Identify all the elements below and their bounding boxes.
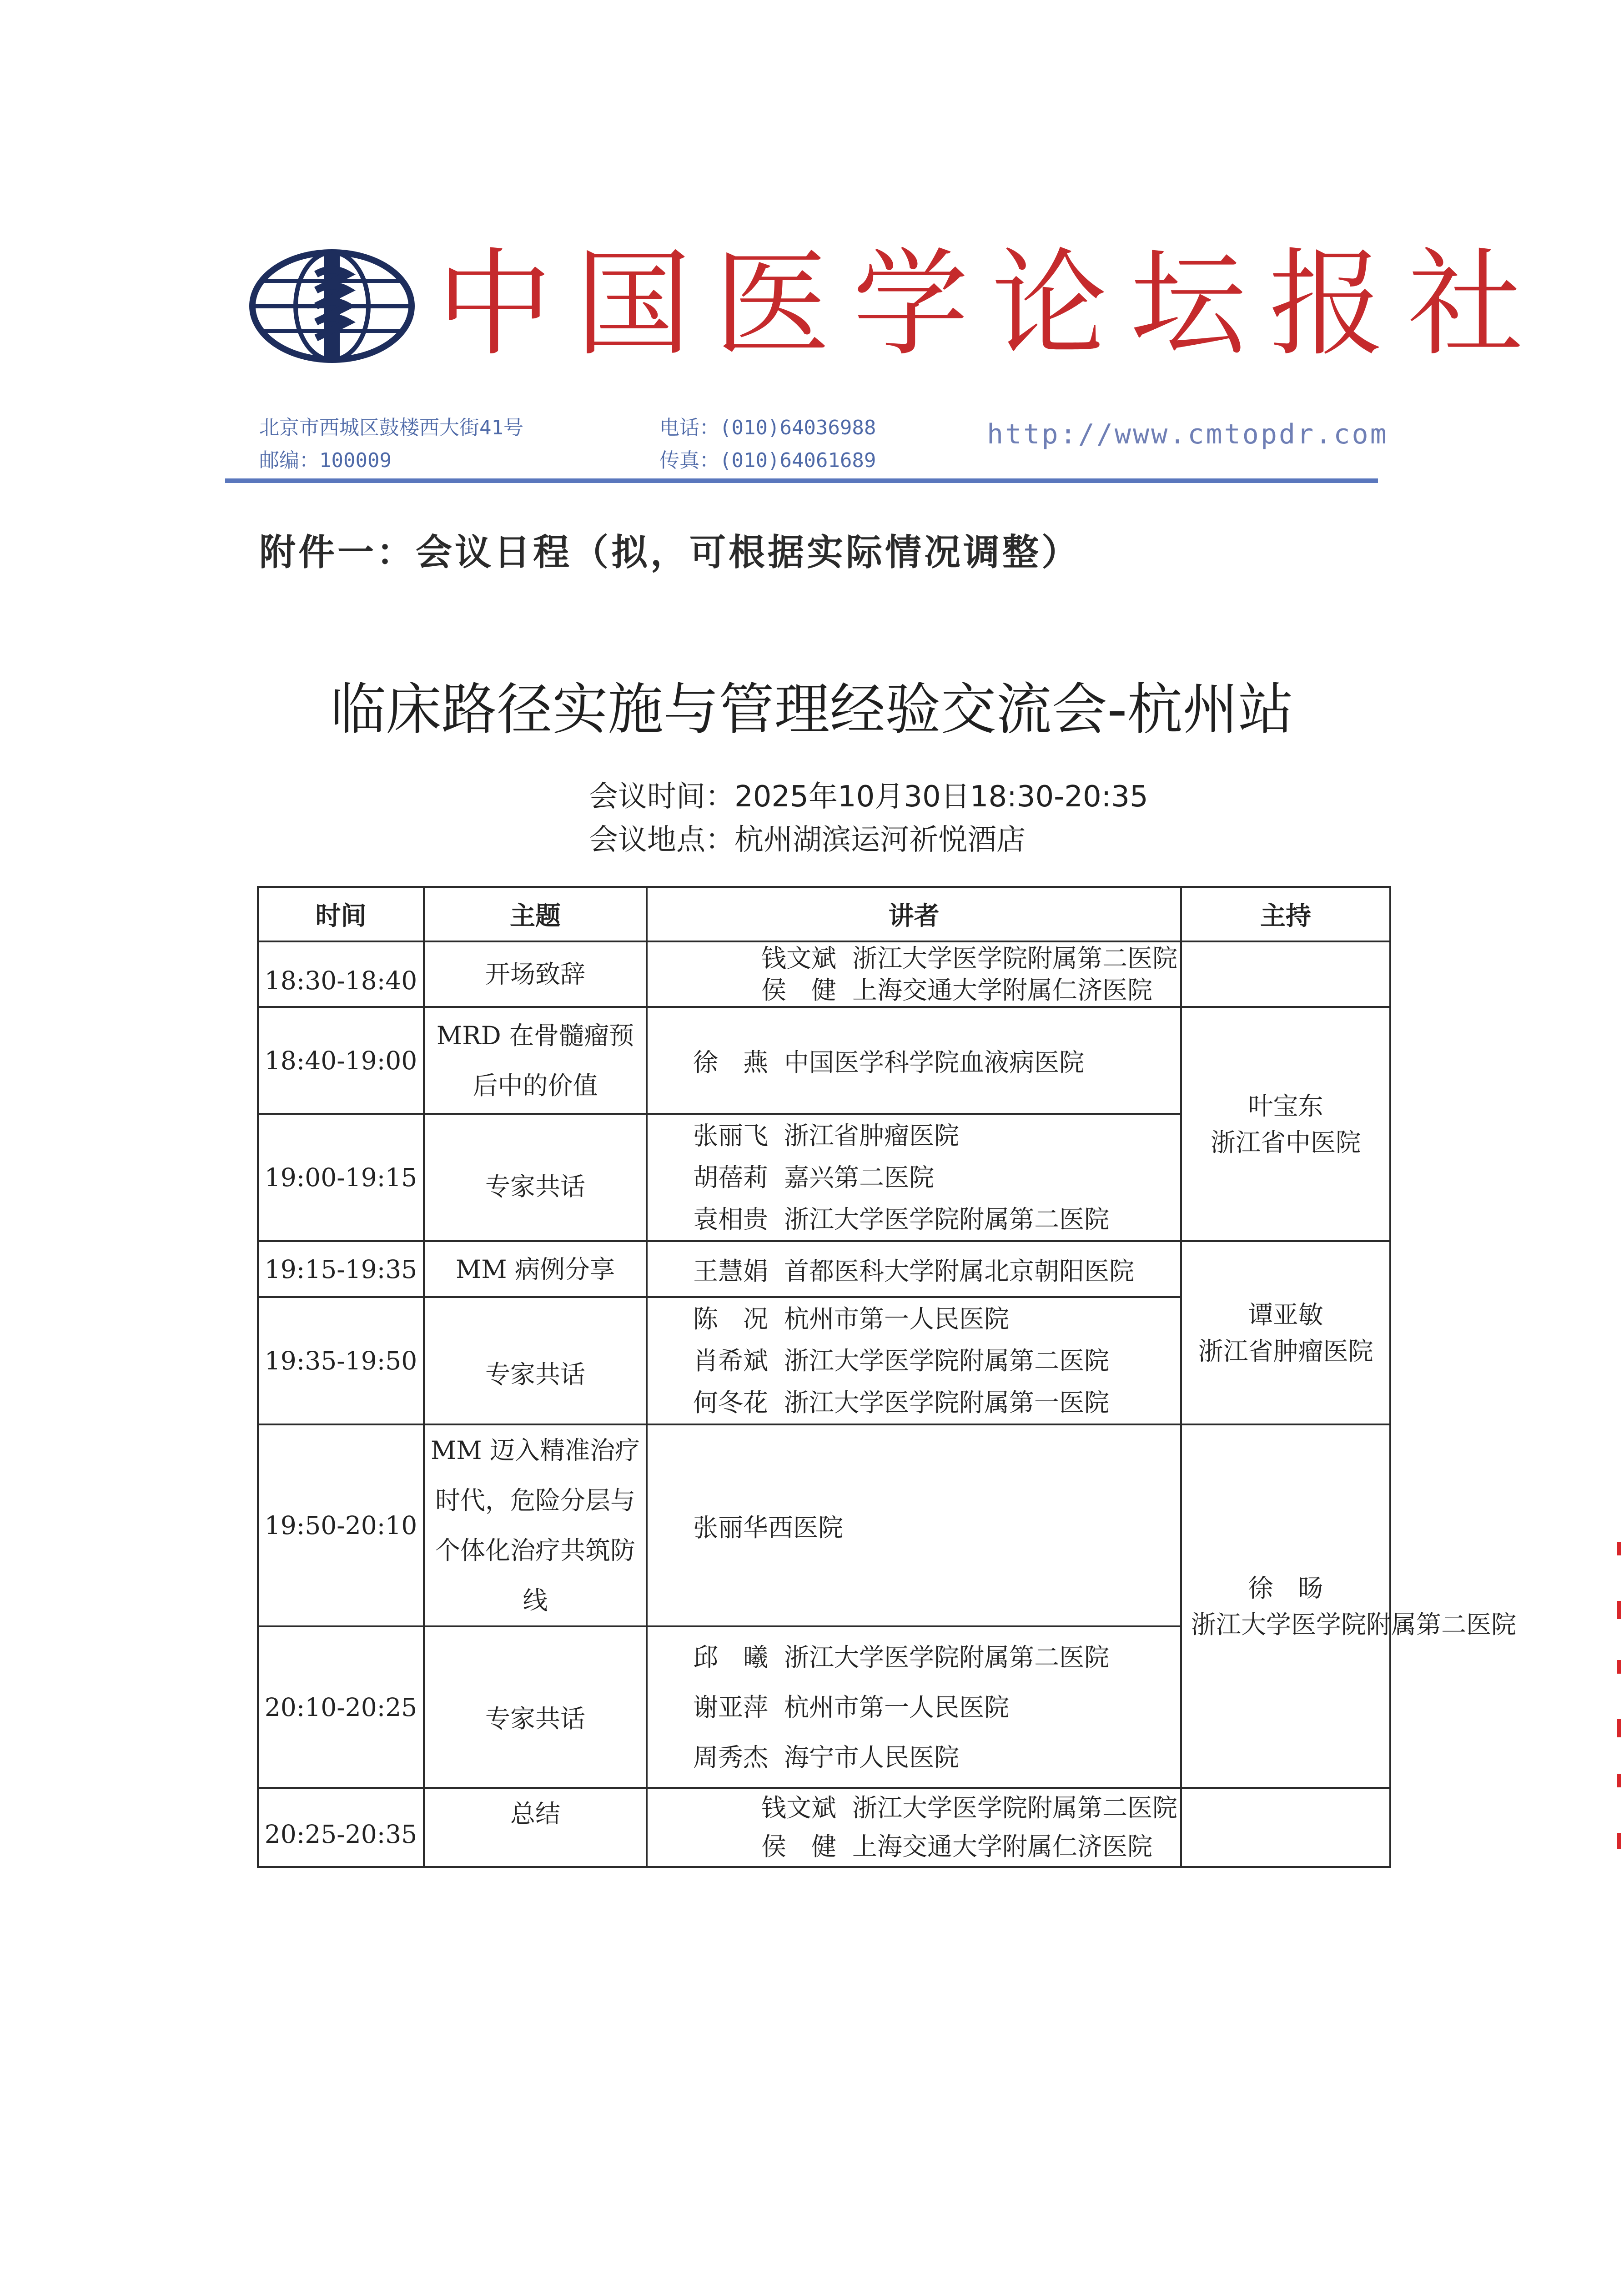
row-topic: 总结	[424, 1788, 647, 1867]
binding-mark	[1617, 1601, 1621, 1619]
speaker-entry: 肖希斌 浙江大学医学院附属第二医院	[693, 1346, 1110, 1375]
postcode-text: 邮编：100009	[259, 449, 392, 472]
org-name: 中国医学论坛报社	[437, 237, 1547, 372]
letterhead-divider	[225, 478, 1378, 483]
host-empty	[1181, 1788, 1390, 1867]
host-name: 徐 旸	[1248, 1573, 1323, 1603]
host-cell	[1181, 1007, 1390, 1241]
speaker-entry: 袁相贵 浙江大学医学院附属第二医院	[693, 1205, 1110, 1234]
row-time: 18:40-19:00	[258, 1007, 424, 1114]
host-cell	[1181, 1424, 1517, 1788]
speaker-entry: 王慧娟 首都医科大学附属北京朝阳医院	[693, 1257, 1135, 1286]
row-speakers	[647, 1424, 1181, 1626]
host-name: 谭亚敏	[1248, 1300, 1323, 1329]
host-empty	[1181, 941, 1390, 1007]
row-time: 19:50-20:10	[258, 1424, 424, 1626]
row-speakers	[647, 1114, 1181, 1241]
row-speakers	[647, 1241, 1181, 1297]
row-time: 19:00-19:15	[258, 1114, 424, 1241]
phone-text: 电话：(010)64036988	[659, 416, 876, 439]
row-speakers	[647, 1297, 1181, 1424]
row-topic: 专家共话	[424, 1297, 647, 1424]
row-speakers	[647, 1007, 1181, 1114]
speaker-entry: 张丽飞 浙江省肿瘤医院	[693, 1121, 960, 1150]
host-org: 浙江省肿瘤医院	[1198, 1336, 1373, 1366]
row-topic: MRD 在骨髓瘤预后中的价值	[424, 1007, 647, 1114]
contact-block	[659, 412, 876, 477]
header-time: 时间	[258, 887, 424, 941]
row-topic: 开场致辞	[424, 941, 647, 1007]
table-row	[258, 1424, 1390, 1626]
row-time: 19:15-19:35	[258, 1241, 424, 1297]
host-cell	[1181, 1241, 1390, 1424]
host-name: 叶宝东	[1248, 1091, 1323, 1121]
speaker-entry: 谢亚萍 杭州市第一人民医院	[693, 1692, 1010, 1722]
row-topic: MM 病例分享	[424, 1241, 647, 1297]
binding-mark	[1617, 1542, 1621, 1555]
table-row	[258, 1788, 1390, 1867]
table-header-row	[258, 887, 1390, 941]
table-row	[258, 941, 1390, 1007]
row-speakers	[647, 941, 1181, 1007]
host-org: 浙江大学医学院附属第二医院	[1191, 1610, 1517, 1639]
address-text: 北京市西城区鼓楼西大街41号	[259, 416, 523, 439]
row-time: 19:35-19:50	[258, 1297, 424, 1424]
speaker-entry: 徐 燕 中国医学科学院血液病医院	[693, 1048, 1085, 1077]
row-speakers	[647, 1788, 1181, 1867]
table-row	[258, 1007, 1390, 1114]
meeting-venue: 会议地点：杭州湖滨运河祈悦酒店	[589, 823, 1026, 857]
row-time: 20:25-20:35	[258, 1788, 424, 1867]
speaker-entry: 胡蓓莉 嘉兴第二医院	[693, 1163, 935, 1192]
host-org: 浙江省中医院	[1210, 1127, 1361, 1157]
attachment-label: 附件一：会议日程（拟，可根据实际情况调整）	[259, 531, 1081, 574]
speaker-entry: 钱文斌 浙江大学医学院附属第二医院	[761, 944, 1178, 973]
row-time: 18:30-18:40	[258, 941, 424, 1007]
binding-mark	[1617, 1774, 1621, 1787]
schedule-table	[257, 886, 1517, 1868]
binding-mark	[1617, 1719, 1621, 1737]
speaker-entry: 侯 健 上海交通大学附属仁济医院	[761, 976, 1153, 1005]
address-block	[259, 412, 523, 477]
speaker-entry: 何冬花 浙江大学医学院附属第一医院	[693, 1388, 1110, 1417]
binding-mark	[1617, 1833, 1621, 1849]
row-time: 20:10-20:25	[258, 1626, 424, 1788]
fax-text: 传真：(010)64061689	[659, 449, 876, 472]
page-title: 临床路径实施与管理经验交流会-杭州站	[330, 677, 1294, 742]
speaker-entry: 邱 曦 浙江大学医学院附属第二医院	[693, 1642, 1110, 1672]
speaker-entry: 张丽华西医院	[693, 1513, 844, 1542]
row-topic: 专家共话	[424, 1114, 647, 1241]
speaker-entry: 钱文斌 浙江大学医学院附属第二医院	[761, 1793, 1178, 1822]
speaker-entry: 侯 健 上海交通大学附属仁济医院	[761, 1832, 1153, 1861]
binding-mark	[1617, 1660, 1621, 1674]
row-speakers	[647, 1626, 1181, 1788]
speaker-entry: 陈 况 杭州市第一人民医院	[693, 1304, 1010, 1333]
website-link[interactable]: http://www.cmtopdr.com	[987, 418, 1388, 450]
header-host: 主持	[1181, 887, 1390, 941]
header-speaker: 讲者	[647, 887, 1181, 941]
table-row	[258, 1241, 1390, 1297]
header-topic: 主题	[424, 887, 647, 941]
row-topic: 专家共话	[424, 1626, 647, 1788]
row-topic: MM 迈入精准治疗时代，危险分层与个体化治疗共筑防线	[424, 1424, 647, 1626]
speaker-entry: 周秀杰 海宁市人民医院	[693, 1742, 960, 1772]
globe-logo-icon	[248, 249, 416, 363]
meeting-time: 会议时间：2025年10月30日18:30-20:35	[589, 780, 1148, 814]
